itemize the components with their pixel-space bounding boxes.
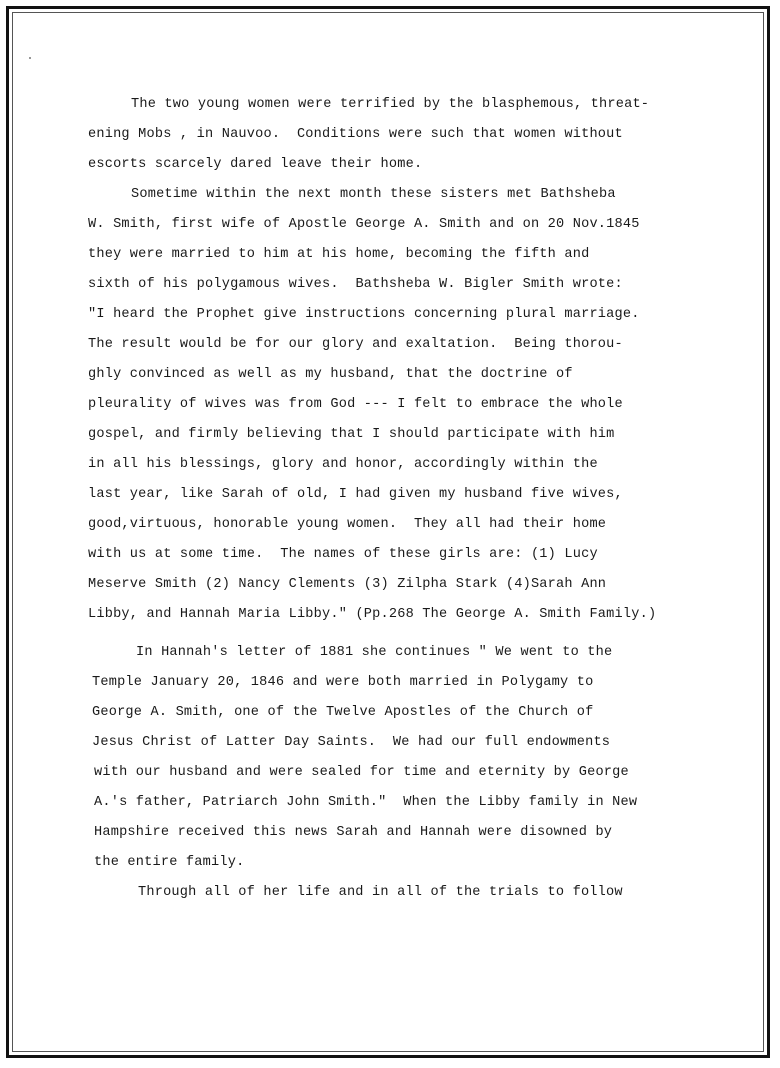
text-line: A.'s father, Patriarch John Smith." When the Libby family in New — [94, 795, 638, 810]
text-line: Sometime within the next month these sisters met Bathsheba — [131, 187, 616, 202]
text-line: W. Smith, first wife of Apostle George A. Smith and on 20 Nov.1845 — [88, 217, 640, 232]
text-line: they were married to him at his home, becoming the fifth and — [88, 247, 590, 262]
text-line: sixth of his polygamous wives. Bathsheba W. Bigler Smith wrote: — [88, 277, 623, 292]
text-line: The two young women were terrified by the blasphemous, threat- — [131, 97, 650, 112]
text-line: escorts scarcely dared leave their home. — [88, 157, 423, 172]
text-line: last year, like Sarah of old, I had given my husband five wives, — [88, 487, 623, 502]
text-line: the entire family. — [94, 855, 245, 870]
text-line: Jesus Christ of Latter Day Saints. We had our full endowments — [92, 735, 611, 750]
paper-speck — [29, 57, 31, 59]
text-line: George A. Smith, one of the Twelve Apostles of the Church of — [92, 705, 594, 720]
text-line: ghly convinced as well as my husband, that the doctrine of — [88, 367, 573, 382]
text-line: with us at some time. The names of these girls are: (1) Lucy — [88, 547, 598, 562]
text-line: good,virtuous, honorable young women. They all had their home — [88, 517, 607, 532]
text-line: The result would be for our glory and exaltation. Being thorou- — [88, 337, 623, 352]
text-line: Libby, and Hannah Maria Libby." (Pp.268 The George A. Smith Family.) — [88, 607, 657, 622]
text-line: Hampshire received this news Sarah and Hannah were disowned by — [94, 825, 613, 840]
text-line: ening Mobs , in Nauvoo. Conditions were such that women without — [88, 127, 623, 142]
text-line: gospel, and firmly believing that I should participate with him — [88, 427, 615, 442]
text-line: Meserve Smith (2) Nancy Clements (3) Zilpha Stark (4)Sarah Ann — [88, 577, 607, 592]
text-line: In Hannah's letter of 1881 she continues " We went to the — [136, 645, 613, 660]
text-line: Through all of her life and in all of the trials to follow — [138, 885, 623, 900]
text-line: in all his blessings, glory and honor, accordingly within the — [88, 457, 598, 472]
text-line: Temple January 20, 1846 and were both married in Polygamy to — [92, 675, 594, 690]
text-line: with our husband and were sealed for time and eternity by George — [94, 765, 629, 780]
text-line: "I heard the Prophet give instructions concerning plural marriage. — [88, 307, 640, 322]
text-line: pleurality of wives was from God --- I felt to embrace the whole — [88, 397, 623, 412]
